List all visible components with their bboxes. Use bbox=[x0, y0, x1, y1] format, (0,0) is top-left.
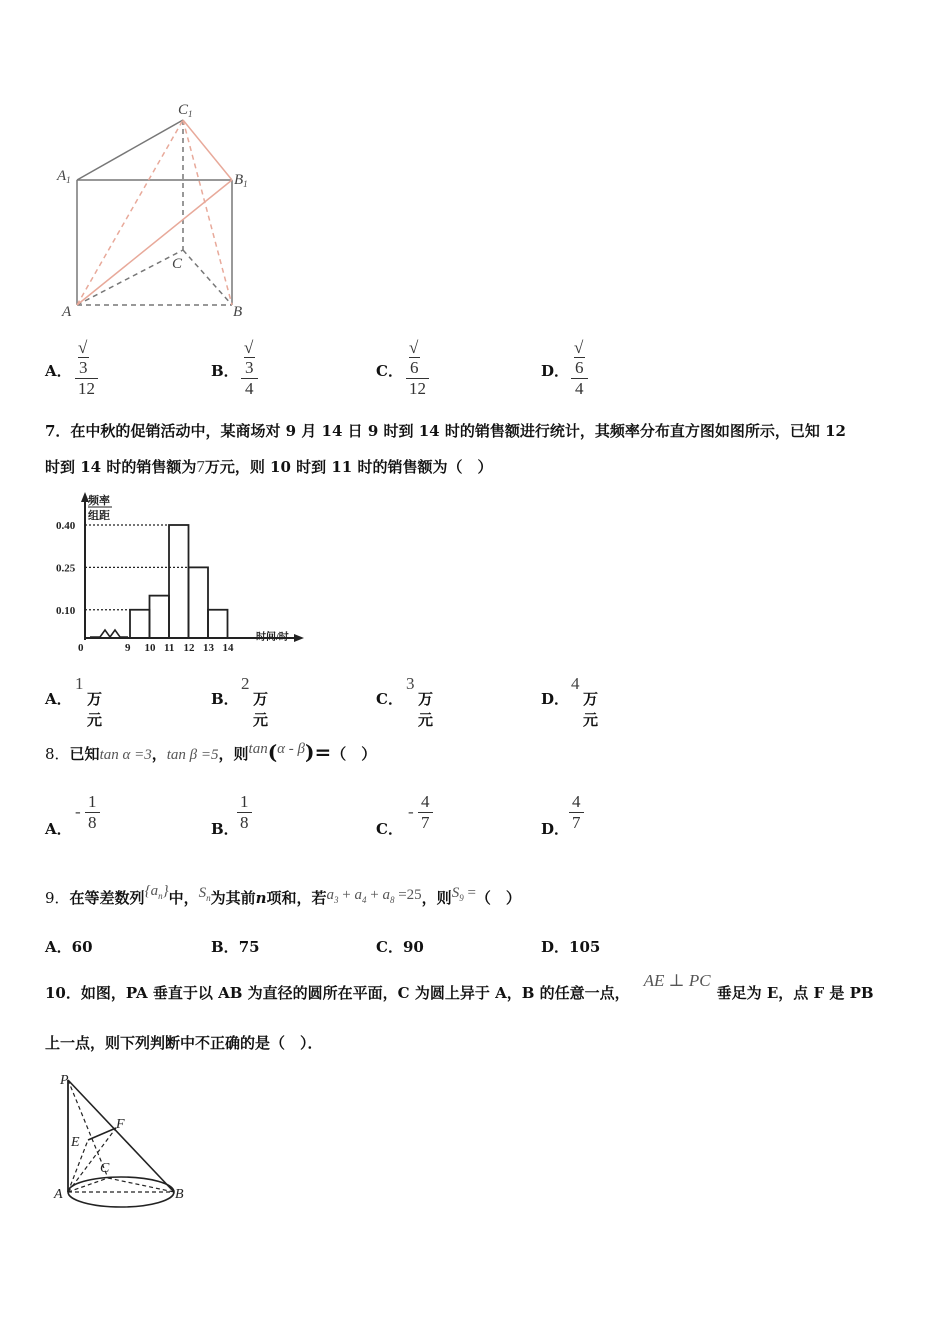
option-fraction: $\frac{√3}{12}$ bbox=[75, 338, 98, 399]
option-label: A． bbox=[45, 362, 72, 380]
y-label-top: 频率 bbox=[88, 495, 110, 507]
option-label: B． bbox=[211, 362, 239, 380]
q9-options bbox=[45, 936, 745, 958]
y-tick-label: 0.10 bbox=[56, 604, 76, 617]
option-label: C． bbox=[376, 362, 403, 380]
histogram-bar bbox=[189, 567, 209, 638]
y-tick-label: 0.25 bbox=[56, 562, 76, 575]
histogram-bar bbox=[130, 610, 150, 638]
label-C: C bbox=[100, 1161, 110, 1176]
label-A1: $A_1$ bbox=[57, 168, 71, 185]
origin-label: 0 bbox=[78, 642, 84, 654]
option-fraction: $\frac{√3}{4}$ bbox=[241, 338, 258, 399]
label-F: F bbox=[116, 1117, 125, 1132]
x-tick-label: 12 bbox=[183, 642, 195, 654]
label-C1: $C_1$ bbox=[178, 102, 193, 119]
label-C: C bbox=[172, 256, 183, 272]
q9-option-d[interactable]: D．105 bbox=[541, 938, 601, 956]
cone-figure bbox=[50, 1068, 210, 1213]
q9-option-a[interactable]: A．60 bbox=[45, 938, 93, 956]
y-tick-label: 0.40 bbox=[56, 520, 76, 532]
x-tick-label: 10 bbox=[144, 642, 156, 654]
q6-options bbox=[45, 338, 745, 398]
option-fraction: $\frac{√6}{4}$ bbox=[571, 338, 588, 399]
q7-options: A． 1 万元 B． 2 万元 C． 3 万元 D． 4 万元 bbox=[45, 674, 599, 729]
q8-text: 8．已知tan α =3，tan β =5，则tan(α - β)=（ ） bbox=[45, 740, 377, 764]
x-tick-label: 14 bbox=[222, 642, 234, 654]
label-A: A bbox=[54, 1187, 63, 1202]
q9-option-b[interactable]: B．75 bbox=[211, 938, 260, 956]
x-tick-label: 13 bbox=[203, 642, 214, 654]
prism-figure bbox=[50, 100, 270, 325]
q9-option-c[interactable]: C．90 bbox=[376, 938, 424, 956]
q10-text-line2: 上一点，则下列判断中不正确的是（ ）． bbox=[45, 1034, 323, 1052]
label-P: P bbox=[60, 1073, 69, 1088]
option-fraction: $\frac{√6}{12}$ bbox=[406, 338, 429, 399]
histogram-bar bbox=[150, 596, 170, 638]
axis-break bbox=[90, 630, 128, 637]
q7-text-line2: 时到 14 时的销售额为7万元，则 10 时到 11 时的销售额为（ ） bbox=[45, 457, 493, 476]
x-axis-label: 时间/时 bbox=[256, 632, 289, 643]
y-label-bottom: 组距 bbox=[88, 510, 110, 522]
q8-options: A． - $\frac{1}{8}$ B． $\frac{1}{8}$ C． - $\frac{4}{7}$ D． $\frac{4}{7}$ bbox=[45, 792, 745, 842]
label-B1: $B_1$ bbox=[234, 172, 248, 189]
label-B: B bbox=[233, 304, 243, 320]
label-E: E bbox=[71, 1135, 80, 1150]
label-B: B bbox=[175, 1187, 184, 1202]
histogram-bar bbox=[208, 610, 228, 638]
x-axis-arrow bbox=[294, 634, 304, 642]
x-tick-label: 9 bbox=[125, 642, 131, 654]
q10-text-line1: 10．如图，PA 垂直于以 AB 为直径的圆所在平面，C 为圆上异于 A，B 的任意一点，AE ⊥ PC垂足为 E，点 F 是 PB bbox=[45, 971, 874, 1002]
frequency-histogram bbox=[50, 490, 310, 655]
q7-text-line1: 7．在中秋的促销活动中，某商场对 9 月 14 日 9 时到 14 时的销售额进行统计，其频率分布直方图如图所示，已知 12 bbox=[45, 422, 846, 440]
x-tick-label: 11 bbox=[164, 642, 175, 654]
option-label: D． bbox=[541, 362, 570, 380]
q9-text: 9．在等差数列$\{a_n\}$中，$S_n$为其前n项和，若$a_3 + a_4 + a_8 =25$，则$S_9$ =（ ） bbox=[45, 883, 521, 907]
label-A: A bbox=[62, 304, 72, 320]
histogram-bar bbox=[169, 525, 189, 638]
